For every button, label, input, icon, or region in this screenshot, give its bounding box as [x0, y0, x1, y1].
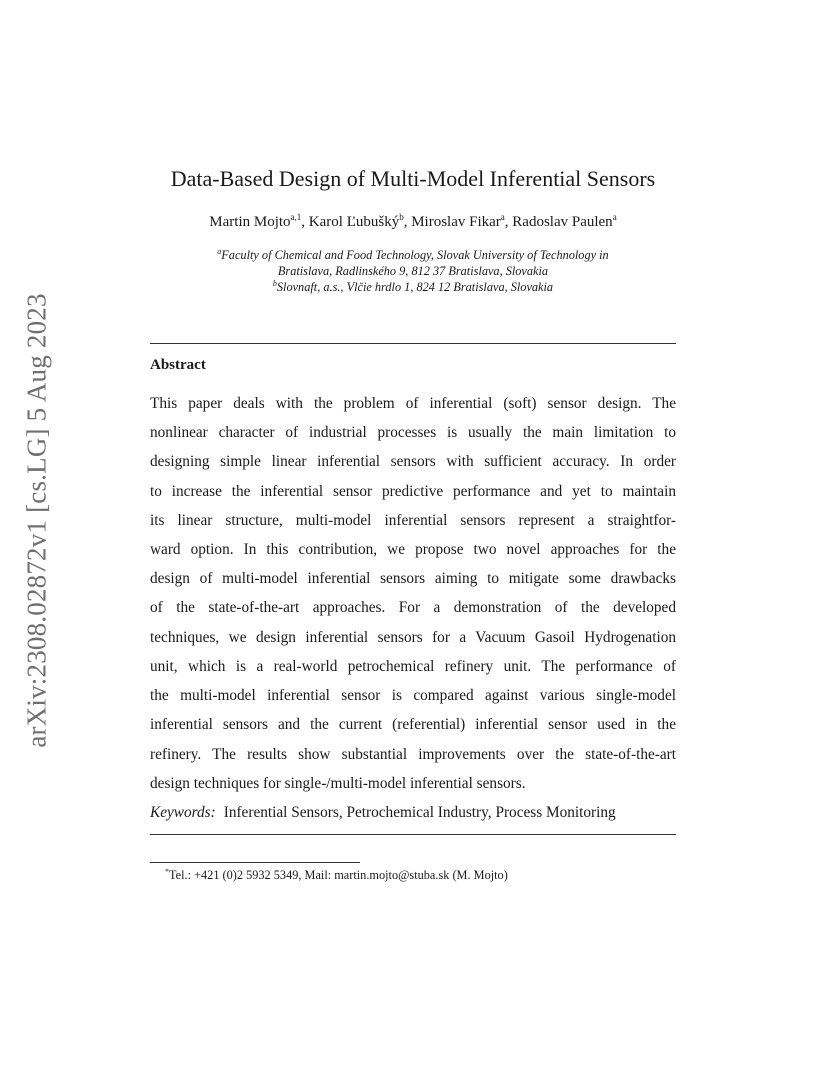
abstract-line: nonlinear character of industrial processes is usually the main limitation to [150, 424, 676, 441]
author-affiliation-mark: a [500, 212, 505, 222]
author-name: Radoslav Paulen [512, 214, 613, 230]
abstract-line: design of multi-model inferential sensors aiming to mitigate some drawbacks [150, 570, 676, 587]
affiliation-a-line2 [150, 264, 676, 279]
author-affiliation-mark: a [612, 212, 617, 222]
keywords-text: Inferential Sensors, Petrochemical Industry, Process Monitoring [223, 804, 616, 821]
affiliation-text: Faculty of Chemical and Food Technology, Slovak University of Technology in [221, 248, 609, 262]
abstract-bottom-rule [150, 834, 676, 835]
author-separator: , [504, 214, 513, 230]
abstract-line: This paper deals with the problem of inferential (soft) sensor design. The [150, 395, 676, 412]
paper-title: Data-Based Design of Multi-Model Inferential Sensors [170, 166, 656, 191]
abstract-heading: Abstract [150, 357, 206, 373]
affiliation-mark: b [272, 279, 277, 288]
abstract-line: of the state-of-the-art approaches. For a demonstration of the developed [150, 599, 676, 616]
author-list [150, 214, 676, 231]
affiliation-text: Slovnaft, a.s., Vlčie hrdlo 1, 824 12 Bratislava, Slovakia [276, 280, 554, 294]
footnote [165, 868, 508, 883]
abstract-line: to increase the inferential sensor predictive performance and yet to maintain [150, 483, 676, 500]
abstract-line: the multi-model inferential sensor is compared against various single-model [150, 687, 676, 704]
arxiv-sidebar-stamp [20, 290, 54, 750]
affiliation-a-line1 [150, 248, 676, 263]
author-name: Miroslav Fikar [411, 214, 501, 230]
author-separator: , [301, 214, 309, 230]
author-name: Karol Ľubušký [308, 214, 400, 230]
abstract-line: refinery. The results show substantial improvements over the state-of-the-art [150, 746, 676, 763]
affiliation-b-line1 [150, 280, 676, 295]
keywords [150, 804, 676, 822]
abstract-top-rule [150, 343, 676, 344]
abstract-line: inferential sensors and the current (referential) inferential sensor used in the [150, 716, 676, 733]
footnote-text: Tel.: +421 (0)2 5932 5349, Mail: martin.mojto@stuba.sk (M. Mojto) [169, 868, 508, 882]
author-affiliation-mark: b [399, 212, 404, 222]
keywords-label: Keywords: [150, 804, 216, 821]
arxiv-identifier: arXiv:2308.02872v1 [cs.LG] 5 Aug 2023 [21, 292, 52, 748]
abstract-line: designing simple linear inferential sensors with sufficient accuracy. In order [150, 453, 676, 470]
abstract-line: techniques, we design inferential sensors for a Vacuum Gasoil Hydrogenation [150, 629, 676, 646]
author-separator: , [403, 214, 412, 230]
abstract-line: unit, which is a real-world petrochemical refinery unit. The performance of [150, 658, 676, 675]
author-name: Martin Mojto [209, 214, 291, 230]
affiliation-mark: a [217, 247, 222, 256]
footnote-rule [150, 862, 360, 863]
abstract-line: design techniques for single-/multi-model inferential sensors. [150, 775, 526, 792]
abstract-line: ward option. In this contribution, we propose two novel approaches for the [150, 541, 676, 558]
footnote-mark: * [165, 867, 169, 876]
abstract-line: its linear structure, multi-model inferential sensors represent a straightfor- [150, 512, 676, 529]
affiliation-text: Bratislava, Radlinského 9, 812 37 Bratislava, Slovakia [277, 264, 549, 278]
author-affiliation-mark: a,1 [290, 212, 302, 222]
